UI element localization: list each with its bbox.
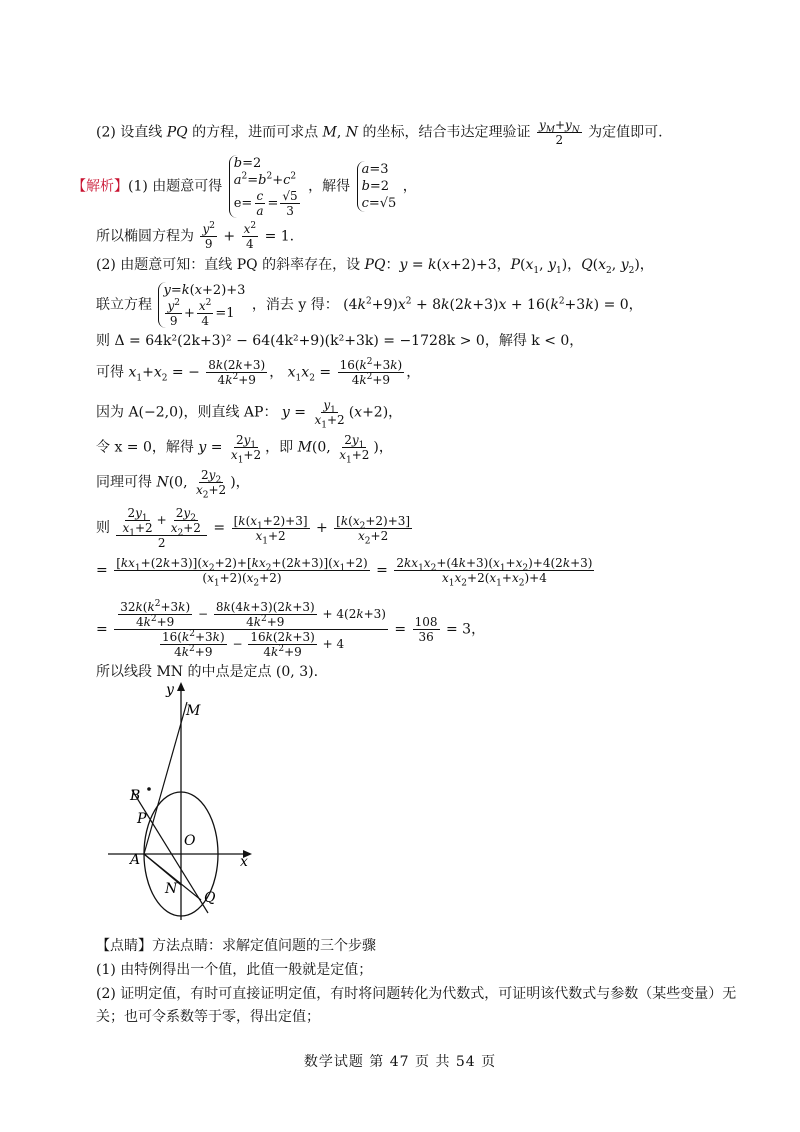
tip-title: 【点睛】方法点睛：求解定值问题的三个步骤	[96, 938, 376, 954]
system-combined: y=k(x+2)+3 $\frac{y^2}{9}$ + $\frac{x^2}{4}$ =1	[158, 282, 245, 328]
hint-line-2: (2) 设直线 PQ 的方程，进而可求点 M, N 的坐标，结合韦达定理验证 $\frac{y_M+y_N}{2}$ 为定值即可.	[96, 118, 663, 147]
midpoint-line-3: = $\frac{32k(k^2+3k)}{4k^2+9}$ − $\frac{8k(4k+3)(2k+3)}{4k^2+9}$ + 4(2k+3) $\frac{16(k^2+3k)}{4k^2+9}$ − $\frac{16k(2k+3)}{4k^2+9}$ + 4 = $\frac{108}{36}$ = 3，	[96, 599, 486, 659]
ellipse-figure	[100, 680, 270, 925]
tip-item-2a: (2) 证明定值，有时可直接证明定值，有时将问题转化为代数式，可证明该代数式与参数（某些变量）无	[96, 986, 737, 1002]
y-axis-arrow	[177, 682, 185, 691]
part2-intro-line: (2) 由题意可知：直线 PQ 的斜率存在，设 PQ：y = k(x+2)+3，$P(x_1$, $y_1$)，$Q(x_2$, $y_2$)，	[96, 257, 654, 276]
vieta-line: 可得 $x_1+x_2$ = − $\frac{8k(2k+3)}{4k^2+9}$ ， $x_1x_2$ = $\frac{16(k^2+3k)}{4k^2+9}$ ，	[96, 357, 421, 387]
ellipse-equation-line: 所以椭圆方程为 $\frac{y^2}{9}$ + $\frac{x^2}{4}$ = 1.	[96, 221, 295, 251]
label-m: M	[186, 703, 201, 719]
label-o: O	[184, 833, 196, 849]
label-n: N	[165, 881, 178, 897]
label-a: A	[130, 852, 141, 868]
label-p: P	[137, 811, 147, 827]
set-x-line: 令 x = 0，解得 y = $\frac{2y_1}{x_1+2}$ ，即 M(0, $\frac{2y_1}{x_1+2}$ )，	[96, 433, 393, 466]
analysis-tag: 【解析】	[72, 178, 128, 195]
conclusion-line: 所以线段 MN 的中点是定点 (0, 3).	[96, 664, 319, 680]
label-y: y	[166, 682, 174, 698]
system-solution: a=3 b=2 c=√5	[357, 161, 397, 212]
combine-line: 联立方程 y=k(x+2)+3 $\frac{y^2}{9}$ + $\frac{x^2}{4}$ =1 ，消去 y 得： $(4k^2+9)x^2 + 8k(2k+3)x + 16(k^2+3k) = 0$，	[96, 283, 643, 328]
point-b	[147, 787, 151, 791]
tip-item-1: (1) 由特例得出一个值，此值一般就是定值；	[96, 962, 373, 978]
label-b: B	[130, 788, 141, 804]
page-footer: 数学试题 第 47 页 共 54 页	[303, 1054, 497, 1070]
midpoint-line-1: 则 $\frac{2y_1}{x_1+2}$ + $\frac{2y_2}{x_2+2}$ 2 = $\frac{[k(x_1+2)+3]}{x_1+2}$ + $\frac{[k(x_2+2)+3]}{x_2+2}$	[96, 506, 411, 550]
system-given: b=2 $a^2=b^2+c^2$ e= $\frac{c}{a}$ = $\frac{√5}{3}$	[229, 155, 302, 218]
delta-line: 则 Δ = 64k²(2k+3)² − 64(4k²+9)(k²+3k) = −1728k > 0，解得 k < 0，	[96, 333, 584, 349]
part1-line: 【解析】(1) 由题意可得 b=2 $a^2=b^2+c^2$ e= $\frac{c}{a}$ = $\frac{√5}{3}$ ，解得 a=3 b=2 c=√5 ，	[72, 156, 417, 218]
label-q: Q	[204, 890, 216, 906]
same-line: 同理可得 N(0, $\frac{2y_2}{x_2+2}$ )，	[96, 468, 250, 501]
midpoint-line-2: = $\frac{[kx_1+(2k+3)](x_2+2)+[kx_2+(2k+3)](x_1+2)}{(x_1+2)(x_2+2)}$ = $\frac{2kx_1x_2+(4k+3)(x_1+x_2)+4(2k+3)}{x_1x_2+2(x_1+x_2)+4}$	[96, 556, 593, 589]
tip-item-2b: 关；也可令系数等于零，得出定值；	[96, 1009, 320, 1025]
label-x: x	[240, 854, 248, 870]
line-ap-line: 因为 A(−2,0)，则直线 AP： y = $\frac{y_1}{x_1+2}$ (x+2)，	[96, 398, 403, 431]
